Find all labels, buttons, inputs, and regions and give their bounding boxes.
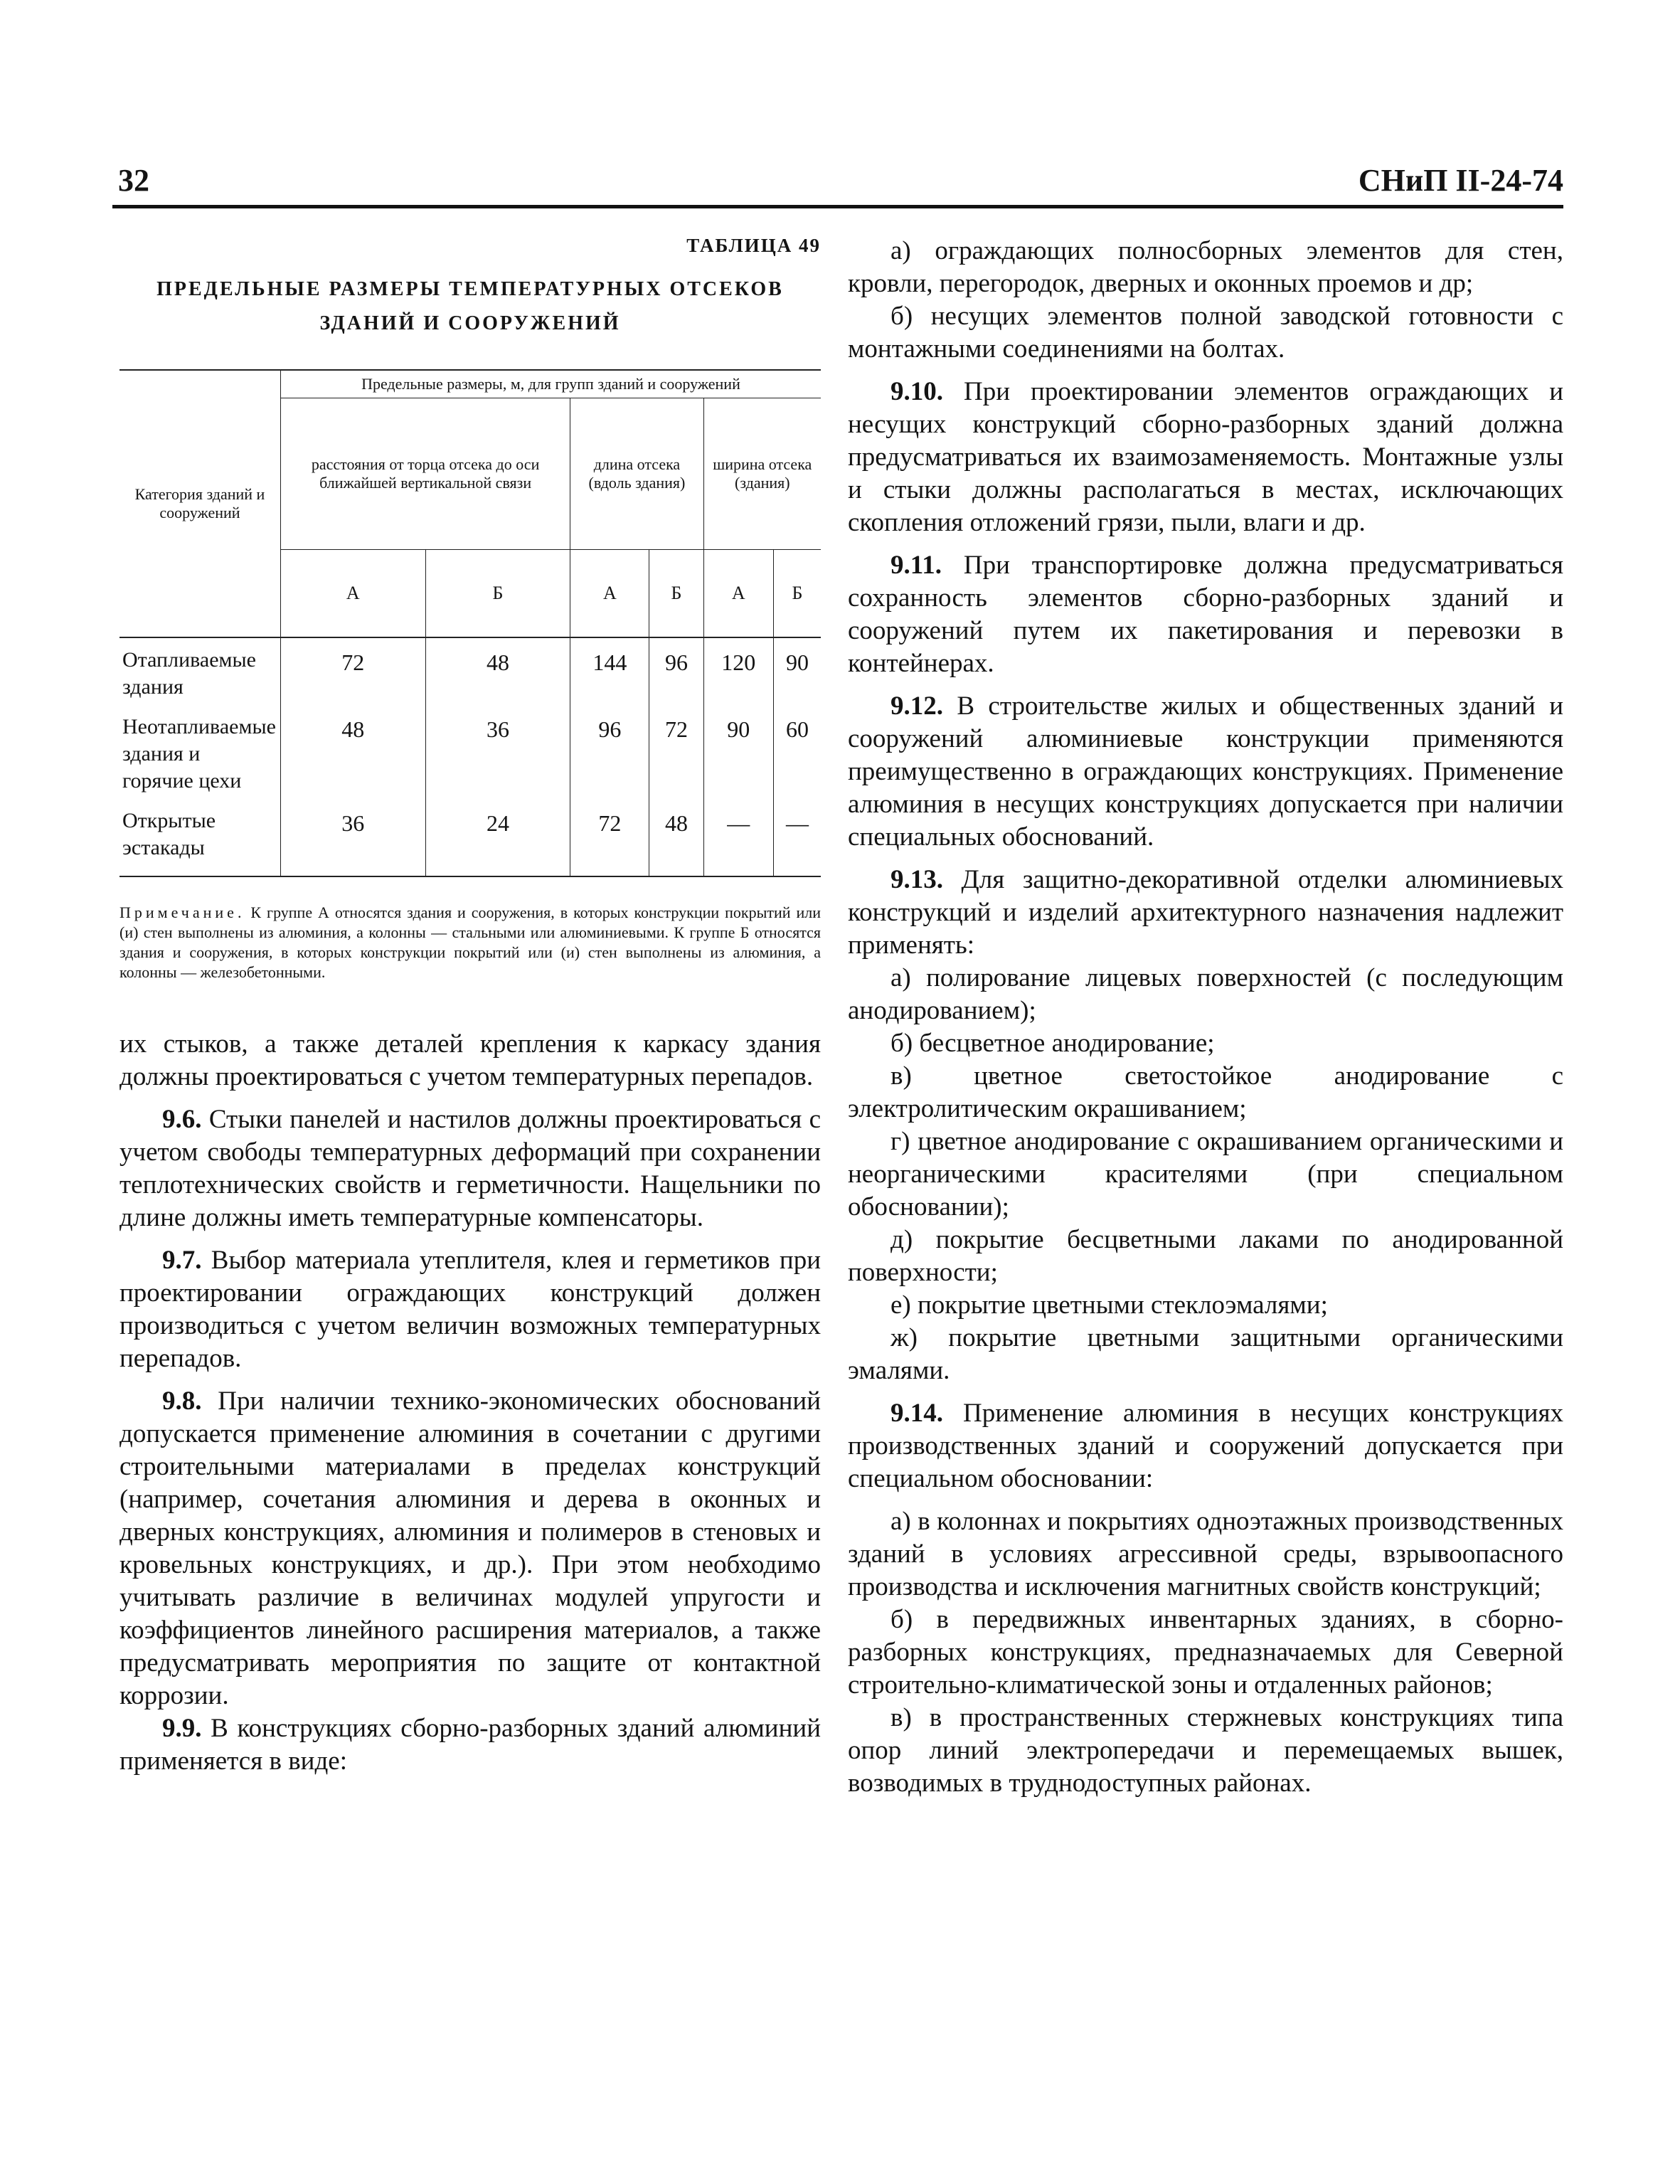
col-header-group-a: А <box>280 550 425 638</box>
table-cell: — <box>703 799 773 876</box>
list-item <box>848 1505 1563 1603</box>
document-code: СНиП II-24-74 <box>1358 163 1563 198</box>
paragraph-text: Стыки панелей и настилов должны проектироваться с учетом свободы температурных деформаций при сохранении теплотехнических свойств и герметичности. Нащельники по длине должны иметь температурные компенсаторы. <box>119 1105 821 1232</box>
paragraph-text: При проектировании элементов ограждающих и несущих конструкций сборно-разборных зданий должна предусматриваться их взаимозаменяемость. Монтажные узлы и стыки должны располагаться в местах, исключающих скопления отложений грязи, пыли, влаги и др. <box>848 377 1563 537</box>
table-cell: 48 <box>649 799 703 876</box>
clause-number: 9.10. <box>890 377 943 406</box>
paragraph-text: Для защитно-декоративной отделки алюминиевых конструкций и изделий архитектурного назначения надлежит применять: <box>848 865 1563 960</box>
paragraph-text: а) ограждающих полносборных элементов для стен, кровли, перегородок, дверных и оконных проемов и др; <box>848 236 1563 298</box>
table-cell: 48 <box>425 637 570 705</box>
page-header <box>112 162 1563 205</box>
table-cell: 120 <box>703 637 773 705</box>
table-cell: 90 <box>773 637 821 705</box>
list-item <box>848 1322 1563 1387</box>
paragraph-text: Выбор материала утеплителя, клея и герметиков при проектировании ограждающих конструкций должен производиться с учетом величин возможных температурных перепадов. <box>119 1246 821 1373</box>
clause-number: 9.8. <box>162 1387 202 1416</box>
row-category: Отапливаемые здания <box>119 637 280 705</box>
page-number: 32 <box>118 163 149 198</box>
col-header-group-a: А <box>570 550 649 638</box>
paragraph-9-13 <box>848 864 1563 962</box>
temperature-compartments-table <box>119 369 821 877</box>
list-item <box>848 1603 1563 1702</box>
clause-number: 9.11. <box>890 551 942 580</box>
table-cell: 60 <box>773 705 821 799</box>
note-label: Примечание. <box>119 903 245 921</box>
paragraph-text: е) покрытие цветными стеклоэмалями; <box>890 1290 1328 1320</box>
paragraph-9-6 <box>119 1103 821 1234</box>
list-item <box>848 1702 1563 1800</box>
table-cell: 72 <box>280 637 425 705</box>
paragraph-9-7 <box>119 1244 821 1375</box>
paragraph-9-8 <box>119 1385 821 1712</box>
clause-number: 9.7. <box>162 1246 202 1275</box>
right-column <box>848 235 1563 1800</box>
table-row <box>119 705 821 799</box>
table-note <box>119 903 821 982</box>
table-title: ПРЕДЕЛЬНЫЕ РАЗМЕРЫ ТЕМПЕРАТУРНЫХ ОТСЕКОВ ЗДАНИЙ И СООРУЖЕНИЙ <box>156 278 784 334</box>
clause-number: 9.6. <box>162 1105 202 1134</box>
paragraph-9-10 <box>848 376 1563 539</box>
table-row <box>119 799 821 876</box>
col-header-distance: расстояния от торца отсека до оси ближайшей вертикальной связи <box>280 398 570 550</box>
paragraph-text: д) покрытие бесцветными лаками по анодированной поверхности; <box>848 1225 1563 1287</box>
paragraph-text: В строительстве жилых и общественных зданий и сооружений алюминиевые конструкции применяются преимущественно в ограждающих конструкциях. Применение алюминия в несущих конструкциях допускается при наличии специальных обоснований. <box>848 691 1563 852</box>
paragraph-9-11 <box>848 549 1563 680</box>
list-item <box>848 300 1563 366</box>
paragraph-text: Применение алюминия в несущих конструкциях производственных зданий и сооружений допускается при специальном обосновании: <box>848 1399 1564 1493</box>
paragraph-text: При наличии технико-экономических обоснований допускается применение алюминия в сочетании с другими строительными материалами в пределах конструкций (например, сочетания алюминия и дерева в оконных и дверных конструкциях, алюминия и полимеров в стеновых и кровельных конструкциях, и др.). При этом необходимо учитывать различие в величинах модулей упругости и коэффициентов линейного расширения материалов, а также предусматривать мероприятия по защите от контактной коррозии. <box>119 1387 821 1710</box>
table-cell: 48 <box>280 705 425 799</box>
table-cell: 144 <box>570 637 649 705</box>
table-row <box>119 637 821 705</box>
paragraph-text: б) в передвижных инвентарных зданиях, в сборно-разборных конструкциях, предназначаемых для Северной строительно-климатической зоны и отдаленных районов; <box>848 1605 1563 1700</box>
paragraph-text: б) несущих элементов полной заводской готовности с монтажными соединениями на болтах. <box>848 302 1563 364</box>
list-item <box>848 1060 1563 1125</box>
table-cell: 96 <box>649 637 703 705</box>
table-cell: 36 <box>280 799 425 876</box>
left-column <box>119 235 821 1778</box>
col-header-group-b: Б <box>773 550 821 638</box>
col-header-length: длина отсека (вдоль здания) <box>570 398 703 550</box>
list-item <box>848 1027 1563 1060</box>
table-cell: 72 <box>570 799 649 876</box>
row-category: Неотапливаемые здания и горячие цехи <box>119 705 280 799</box>
clause-number: 9.13. <box>890 865 943 894</box>
paragraph-text: б) бесцветное анодирование; <box>890 1029 1215 1058</box>
table-cell: — <box>773 799 821 876</box>
col-header-group: Предельные размеры, м, для групп зданий и сооружений <box>280 370 821 398</box>
table-cell: 90 <box>703 705 773 799</box>
paragraph-text: а) в колоннах и покрытиях одноэтажных производственных зданий в условиях агрессивной среды, взрывоопасного производства и исключения магнитных свойств конструкций; <box>848 1507 1563 1601</box>
col-header-category: Категория зданий и сооружений <box>119 370 280 637</box>
paragraph-text: в) цветное светостойкое анодирование с электролитическим окрашиванием; <box>848 1061 1563 1123</box>
list-item <box>848 962 1563 1027</box>
clause-number: 9.12. <box>890 691 943 721</box>
list-item <box>848 1289 1563 1322</box>
table-label: ТАБЛИЦА 49 <box>686 235 821 256</box>
paragraph-text: их стыков, а также деталей крепления к каркасу здания должны проектироваться с учетом температурных перепадов. <box>119 1029 821 1091</box>
paragraph-text: г) цветное анодирование с окрашиванием органическими и неорганическими красителями (при специальном обосновании); <box>848 1127 1563 1221</box>
table-cell: 72 <box>649 705 703 799</box>
col-header-group-b: Б <box>425 550 570 638</box>
paragraph-text: в) в пространственных стержневых конструкциях типа опор линий электропередачи и перемещаемых вышек, возводимых в труднодоступных районах. <box>848 1703 1563 1798</box>
clause-number: 9.9. <box>162 1714 202 1743</box>
clause-number: 9.14. <box>890 1399 943 1428</box>
table-cell: 24 <box>425 799 570 876</box>
header-rule <box>112 205 1563 208</box>
table-cell: 96 <box>570 705 649 799</box>
list-item <box>848 235 1563 300</box>
row-category: Открытые эстакады <box>119 799 280 876</box>
paragraph-text: а) полирование лицевых поверхностей (с последующим анодированием); <box>848 963 1563 1025</box>
paragraph-9-12 <box>848 690 1563 854</box>
col-header-group-b: Б <box>649 550 703 638</box>
col-header-width: ширина отсека (здания) <box>703 398 821 550</box>
col-header-group-a: А <box>703 550 773 638</box>
list-item <box>848 1125 1563 1224</box>
paragraph-9-14 <box>848 1397 1563 1495</box>
paragraph-text: ж) покрытие цветными защитными органическими эмалями. <box>848 1323 1563 1385</box>
table-cell: 36 <box>425 705 570 799</box>
paragraph-text: При транспортировке должна предусматриваться сохранность элементов сборно-разборных зданий и сооружений путем их пакетирования и перевозки в контейнерах. <box>848 551 1564 678</box>
paragraph <box>119 1028 821 1093</box>
paragraph-9-9 <box>119 1712 821 1778</box>
note-text: К группе А относятся здания и сооружения, в которых конструкции покрытий или (и) стен выполнены из алюминия, а колонны — стальными или алюминиевыми. К группе Б относятся здания и сооружения, в которых конструкции покрытий или (и) стен выполнены из алюминия, а колонны — железобетонными. <box>119 903 821 981</box>
list-item <box>848 1224 1563 1289</box>
paragraph-text: В конструкциях сборно-разборных зданий алюминий применяется в виде: <box>119 1714 821 1776</box>
